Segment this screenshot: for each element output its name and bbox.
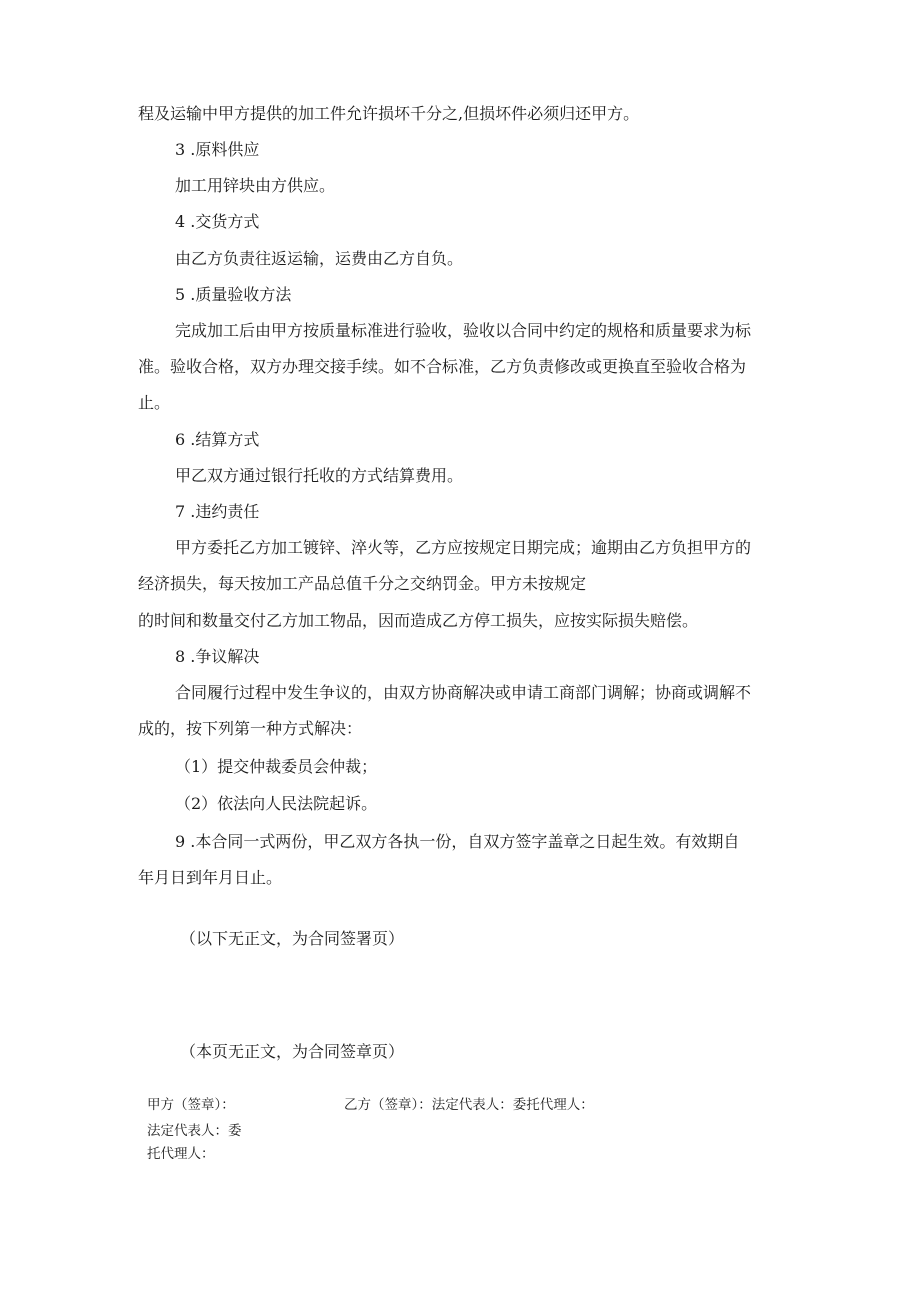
clause-6-body: 甲乙双方通过银行托收的方式结算费用。 — [175, 466, 464, 485]
clause-5-heading: 5 .质量验收方法 — [175, 285, 292, 304]
party-a-agent-label: 托代理人： — [147, 1146, 215, 1162]
clause-8-body-line-2: 成的，按下列第一种方式解决： — [138, 719, 363, 738]
clause-8-option-1: （1）提交仲裁委员会仲裁； — [175, 757, 378, 776]
signing-page-note: （以下无正文，为合同签署页） — [180, 929, 405, 948]
clause-3-heading: 3 .原料供应 — [175, 140, 260, 159]
clause-8-heading: 8 .争议解决 — [175, 647, 260, 666]
clause-7-body-line-3: 的时间和数量交付乙方加工物品，因而造成乙方停工损失，应按实际损失赔偿。 — [138, 611, 699, 630]
clause-5-body-line-1: 完成加工后由甲方按质量标准进行验收，验收以合同中约定的规格和质量要求为标 — [175, 321, 752, 340]
clause-7-heading: 7 .违约责任 — [175, 502, 260, 521]
clause-5-body-line-2: 准。验收合格，双方办理交接手续。如不合标准，乙方负责修改或更换直至验收合格为 — [138, 357, 747, 376]
clause-8-option-2: （2）依法向人民法院起诉。 — [175, 794, 378, 813]
clause-5-body-line-3: 止。 — [138, 393, 171, 412]
party-b-signature-line: 乙方（签章）：法定代表人：委托代理人： — [344, 1097, 594, 1113]
clause-3-body: 加工用锌块由方供应。 — [175, 176, 336, 195]
clause-4-heading: 4 .交货方式 — [175, 212, 260, 231]
clause-7-body-line-1: 甲方委托乙方加工镀锌、淬火等，乙方应按规定日期完成；逾期由乙方负担甲方的 — [175, 538, 752, 557]
clause-8-body-line-1: 合同履行过程中发生争议的，由双方协商解决或申请工商部门调解；协商或调解不 — [175, 683, 752, 702]
seal-page-note: （本页无正文，为合同签章页） — [180, 1042, 405, 1061]
clause-4-body: 由乙方负责往返运输，运费由乙方自负。 — [175, 249, 464, 268]
party-a-legal-rep-label: 法定代表人：委 — [147, 1123, 242, 1139]
clause-9-body-line-1: 9 .本合同一式两份，甲乙双方各执一份，自双方签字盖章之日起生效。有效期自 — [175, 832, 740, 851]
clause-continuation-line: 程及运输中甲方提供的加工件允许损坏千分之,但损坏件必须归还甲方。 — [138, 104, 640, 123]
clause-9-body-line-2: 年月日到年月日止。 — [138, 868, 283, 887]
clause-7-body-line-2: 经济损失，每天按加工产品总值千分之交纳罚金。甲方未按规定 — [138, 574, 587, 593]
clause-6-heading: 6 .结算方式 — [175, 430, 260, 449]
party-a-seal-label: 甲方（签章）： — [147, 1097, 235, 1113]
